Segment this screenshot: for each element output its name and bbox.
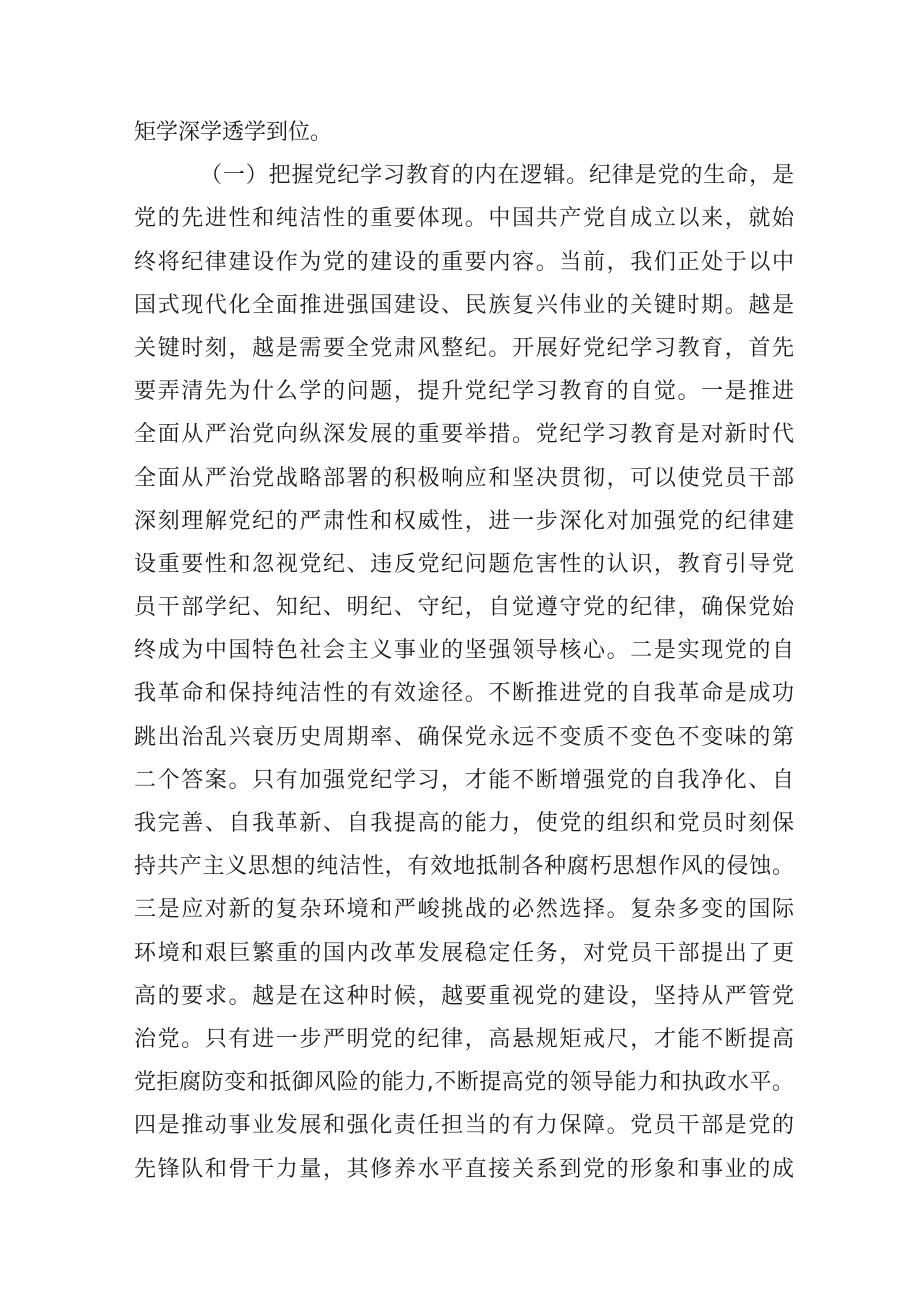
text-line: 终成为中国特色社会主义事业的坚强领导核心。二是实现党的自: [134, 638, 794, 664]
text-line: 高的要求。越是在这种时候，越要重视党的建设，坚持从严管党: [134, 983, 794, 1009]
text-line: 全面从严治党向纵深发展的重要举措。党纪学习教育是对新时代: [134, 422, 794, 448]
text-line: 四是推动事业发展和强化责任担当的有力保障。党员干部是党的: [134, 1113, 794, 1139]
text-line: 国式现代化全面推进强国建设、民族复兴伟业的关键时期。越是: [134, 292, 794, 318]
text-line: 员干部学纪、知纪、明纪、守纪，自觉遵守党的纪律，确保党始: [134, 595, 794, 621]
body-text: [134, 111, 794, 1191]
text-line: 关键时刻，越是需要全党肃风整纪。开展好党纪学习教育，首先: [134, 335, 794, 361]
text-line: 深刻理解党纪的严肃性和权威性，进一步深化对加强党的纪律建: [134, 508, 794, 534]
text-line: 三是应对新的复杂环境和严峻挑战的必然选择。复杂多变的国际: [134, 897, 794, 923]
text-line: 终将纪律建设作为党的建设的重要内容。当前，我们正处于以中: [134, 249, 794, 275]
text-line: 党的先进性和纯洁性的重要体现。中国共产党自成立以来，就始: [134, 206, 794, 232]
text-line: 全面从严治党战略部署的积极响应和坚决贯彻，可以使党员干部: [134, 465, 794, 491]
text-line: 跳出治乱兴衰历史周期率、确保党永远不变质不变色不变味的第: [134, 724, 794, 750]
text-line: 二个答案。只有加强党纪学习，才能不断增强党的自我净化、自: [134, 767, 794, 793]
text-line: （一）把握党纪学习教育的内在逻辑。纪律是党的生命，是: [200, 163, 794, 189]
text-line: 持共产主义思想的纯洁性，有效地抵制各种腐朽思想作风的侵蚀。: [134, 854, 794, 880]
text-line: 治党。只有进一步严明党的纪律，高悬规矩戒尺，才能不断提高: [134, 1026, 794, 1052]
text-line: 我革命和保持纯洁性的有效途径。不断推进党的自我革命是成功: [134, 681, 794, 707]
text-line: 设重要性和忽视党纪、违反党纪问题危害性的认识，教育引导党: [134, 551, 794, 577]
text-line: 党拒腐防变和抵御风险的能力,不断提高党的领导能力和执政水平。: [134, 1070, 794, 1096]
text-line: 先锋队和骨干力量，其修养水平直接关系到党的形象和事业的成: [134, 1156, 794, 1182]
text-line: 环境和艰巨繁重的国内改革发展稳定任务，对党员干部提出了更: [134, 940, 794, 966]
text-line: 我完善、自我革新、自我提高的能力，使党的组织和党员时刻保: [134, 811, 794, 836]
text-line: 矩学深学透学到位。: [134, 120, 333, 145]
text-line: 要弄清先为什么学的问题，提升党纪学习教育的自觉。一是推进: [134, 379, 794, 405]
